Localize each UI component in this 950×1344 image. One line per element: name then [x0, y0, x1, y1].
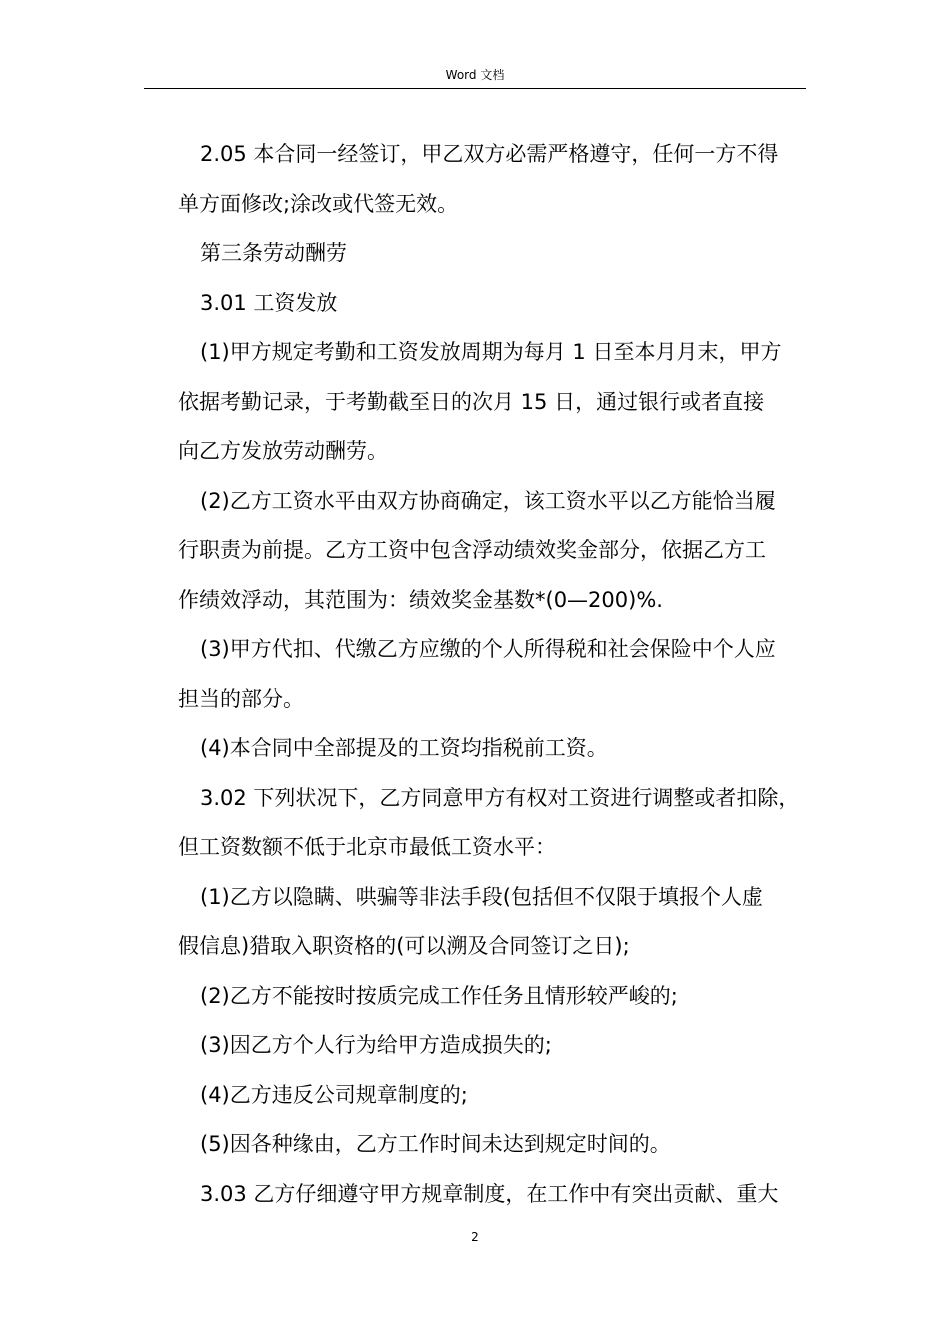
text-line: (5)因各种缘由，乙方工作时间未达到规定时间的。: [200, 1132, 671, 1156]
text-line: (1)甲方规定考勤和工资发放周期为每月 1 日至本月月末，甲方: [200, 340, 782, 364]
text-line: 依据考勤记录，于考勤截至日的次月 15 日，通过银行或者直接: [178, 389, 765, 414]
header-title: Word 文档: [445, 68, 505, 82]
text-line: (3)甲方代扣、代缴乙方应缴的个人所得税和社会保险中个人应: [200, 637, 776, 661]
page-number: 2: [471, 1230, 479, 1244]
text-line: (2)乙方工资水平由双方协商确定，该工资水平以乙方能恰当履: [200, 488, 776, 513]
section-heading: 第三条劳动酬劳: [200, 241, 347, 265]
text-line: 3.02 下列状况下，乙方同意甲方有权对工资进行调整或者扣除，: [200, 785, 800, 810]
text-line: 3.03 乙方仔细遵守甲方规章制度，在工作中有突出贡献、重大: [200, 1181, 779, 1206]
text-line: (3)因乙方个人行为给甲方造成损失的;: [200, 1033, 552, 1057]
text-line: 行职责为前提。乙方工资中包含浮动绩效奖金部分，依据乙方工: [178, 538, 766, 562]
text-line: (1)乙方以隐瞒、哄骗等非法手段(包括但不仅限于填报个人虚: [200, 884, 763, 909]
text-line: (2)乙方不能按时按质完成工作任务且情形较严峻的;: [200, 983, 678, 1008]
text-line: (4)本合同中全部提及的工资均指税前工资。: [200, 736, 608, 760]
text-line: 担当的部分。: [178, 686, 304, 711]
text-line: 单方面修改;涂改或代签无效。: [178, 191, 459, 216]
subsection-heading: 3.01 工资发放: [200, 290, 338, 315]
text-line: 向乙方发放劳动酬劳。: [178, 439, 388, 463]
text-line: 作绩效浮动，其范围为：绩效奖金基数*(0—200)%.: [178, 587, 663, 612]
text-line: 但工资数额不低于北京市最低工资水平：: [178, 835, 556, 859]
text-line: 假信息)猎取入职资格的(可以溯及合同签订之日);: [178, 934, 630, 958]
text-line: (4)乙方违反公司规章制度的;: [200, 1082, 468, 1107]
document-body: [178, 130, 806, 1219]
page-header: [144, 66, 806, 89]
text-line: 2.05 本合同一经签订，甲乙双方必需严格遵守，任何一方不得: [200, 142, 779, 166]
